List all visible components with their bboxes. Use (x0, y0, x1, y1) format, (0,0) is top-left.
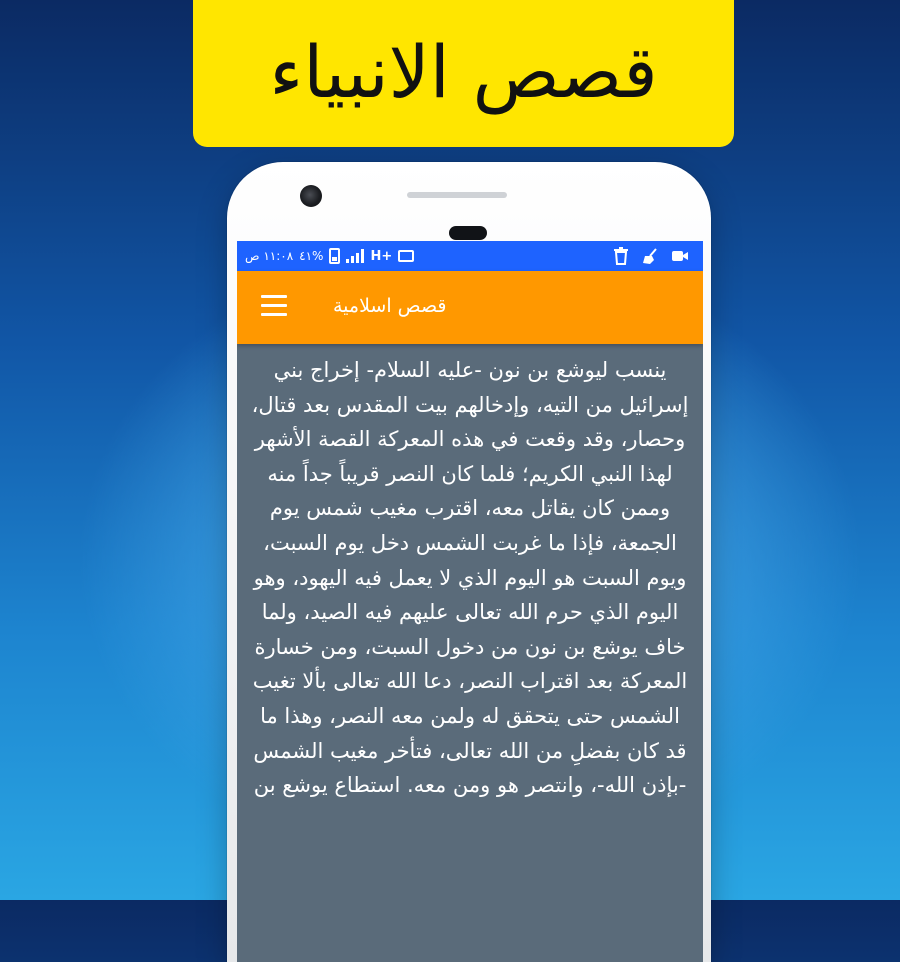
battery-icon (329, 248, 340, 264)
cleaner-broom-icon (641, 247, 659, 265)
status-bar-left (245, 241, 414, 271)
network-type: H+ (370, 248, 393, 264)
status-time: ١١:٠٨ ص (245, 249, 294, 263)
proximity-sensor (449, 226, 487, 240)
promo-title: قصص الانبياء (269, 29, 658, 114)
video-camera-icon (671, 249, 689, 263)
cast-icon (398, 250, 414, 262)
earpiece-speaker (407, 192, 507, 198)
hamburger-menu-icon[interactable] (261, 295, 287, 317)
promo-title-banner (193, 0, 734, 147)
front-camera-icon (300, 185, 322, 207)
story-text: ينسب ليوشع بن نون -عليه السلام- إخراج بني إسرائيل من التيه، وإدخالهم بيت المقدس بعد قتال، وحصار، وقد وقعت في هذه المعركة القصة الأشهر لهذا النبي الكريم؛ فلما كان النصر قريباً جداً منه وممن كان يقاتل معه، اقترب مغيب شمس يوم الجمعة، فإذا ما غربت الشمس دخل يوم السبت، ويوم السبت هو اليوم الذي لا يعمل فيه اليهود، وهو اليوم الذي حرم الله تعالى عليهم فيه الصيد، ولما خاف يوشع بن نون من دخول السبت، ومن خسارة المعركة بعد اقتراب النصر، دعا الله تعالى بألا تغيب الشمس حتى يتحقق له ولمن معه النصر، وهذا ما قد كان بفضلِ من الله تعالى، فتأخر مغيب الشمس -بإذن الله-، وانتصر هو ومن معه. استطاع يوشع بن (251, 358, 689, 798)
phone-mockup (227, 162, 711, 962)
battery-percent: ٤١% (299, 249, 324, 263)
app-title: قصص اسلامية (333, 295, 447, 317)
signal-icon (346, 249, 364, 263)
phone-screen (237, 241, 703, 962)
status-bar (237, 241, 703, 271)
trash-icon (613, 247, 629, 265)
status-bar-right (613, 241, 689, 271)
app-toolbar (237, 271, 703, 344)
